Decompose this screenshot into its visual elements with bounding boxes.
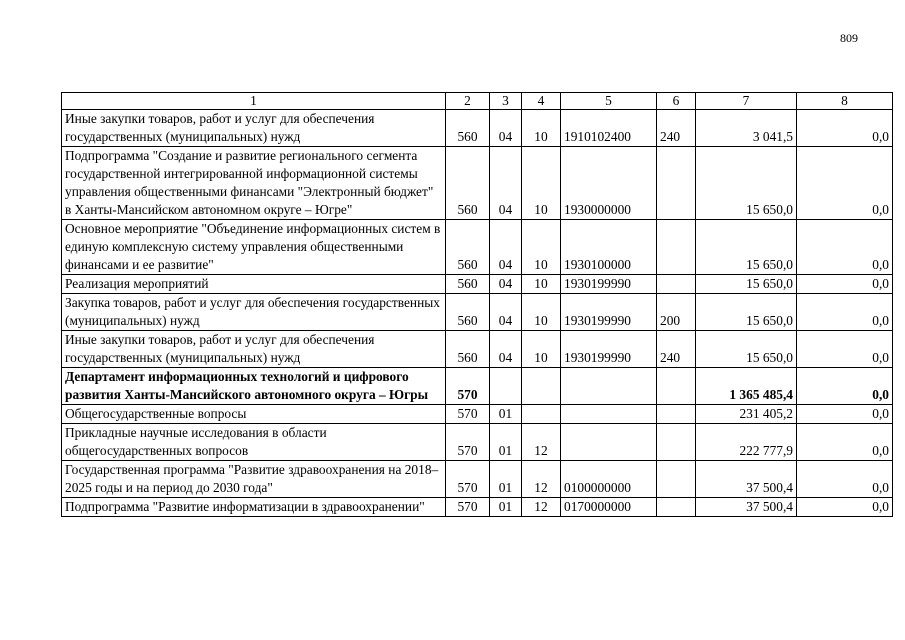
table-row	[62, 110, 893, 147]
chapter-code-cell: 560	[446, 331, 490, 368]
amount-2-cell: 0,0	[797, 331, 893, 368]
header-cell: 7	[696, 93, 797, 110]
budget-table	[61, 92, 893, 517]
header-row	[62, 93, 893, 110]
row-name-cell: Департамент информационных технологий и цифрового развития Ханты-Мансийского автономного округа – Югры	[62, 368, 446, 405]
row-name-cell: Реализация мероприятий	[62, 275, 446, 294]
target-article-cell	[561, 368, 657, 405]
amount-2-cell: 0,0	[797, 147, 893, 220]
subsection-code-cell: 10	[522, 275, 561, 294]
expense-type-cell	[657, 275, 696, 294]
section-code-cell: 01	[490, 461, 522, 498]
target-article-cell: 1930100000	[561, 220, 657, 275]
header-cell: 1	[62, 93, 446, 110]
header-cell: 6	[657, 93, 696, 110]
table-row	[62, 461, 893, 498]
table-row	[62, 405, 893, 424]
target-article-cell: 0170000000	[561, 498, 657, 517]
section-code-cell: 01	[490, 498, 522, 517]
target-article-cell: 1930199990	[561, 275, 657, 294]
table-row	[62, 368, 893, 405]
target-article-cell: 1910102400	[561, 110, 657, 147]
subsection-code-cell: 10	[522, 220, 561, 275]
page-number: 809	[840, 31, 858, 45]
amount-cell: 15 650,0	[696, 147, 797, 220]
expense-type-cell	[657, 424, 696, 461]
amount-cell: 1 365 485,4	[696, 368, 797, 405]
amount-cell: 15 650,0	[696, 275, 797, 294]
subsection-code-cell: 10	[522, 294, 561, 331]
row-name-cell: Подпрограмма "Создание и развитие регионального сегмента государственной интегрированной информационной системы управления общественными финансами "Электронный бюджет" в Ханты-Мансийском автономном округе – Югре"	[62, 147, 446, 220]
table-row	[62, 220, 893, 275]
amount-2-cell: 0,0	[797, 405, 893, 424]
expense-type-cell	[657, 368, 696, 405]
chapter-code-cell: 570	[446, 424, 490, 461]
amount-cell: 222 777,9	[696, 424, 797, 461]
row-name-cell: Общегосударственные вопросы	[62, 405, 446, 424]
amount-2-cell: 0,0	[797, 461, 893, 498]
table-row	[62, 424, 893, 461]
section-code-cell: 04	[490, 275, 522, 294]
amount-cell: 231 405,2	[696, 405, 797, 424]
chapter-code-cell: 560	[446, 147, 490, 220]
header-cell: 4	[522, 93, 561, 110]
expense-type-cell	[657, 405, 696, 424]
header-cell: 5	[561, 93, 657, 110]
table-row	[62, 275, 893, 294]
target-article-cell	[561, 424, 657, 461]
chapter-code-cell: 570	[446, 461, 490, 498]
header-cell: 3	[490, 93, 522, 110]
expense-type-cell: 200	[657, 294, 696, 331]
section-code-cell: 04	[490, 147, 522, 220]
section-code-cell	[490, 368, 522, 405]
row-name-cell: Подпрограмма "Развитие информатизации в здравоохранении"	[62, 498, 446, 517]
subsection-code-cell: 12	[522, 461, 561, 498]
expense-type-cell	[657, 147, 696, 220]
subsection-code-cell: 10	[522, 331, 561, 368]
target-article-cell: 1930000000	[561, 147, 657, 220]
target-article-cell: 1930199990	[561, 294, 657, 331]
chapter-code-cell: 570	[446, 498, 490, 517]
amount-cell: 15 650,0	[696, 220, 797, 275]
amount-2-cell: 0,0	[797, 294, 893, 331]
subsection-code-cell: 10	[522, 110, 561, 147]
target-article-cell	[561, 405, 657, 424]
section-code-cell: 04	[490, 110, 522, 147]
amount-cell: 37 500,4	[696, 461, 797, 498]
chapter-code-cell: 560	[446, 110, 490, 147]
target-article-cell: 1930199990	[561, 331, 657, 368]
subsection-code-cell: 12	[522, 424, 561, 461]
section-code-cell: 01	[490, 424, 522, 461]
row-name-cell: Закупка товаров, работ и услуг для обеспечения государственных (муниципальных) нужд	[62, 294, 446, 331]
expense-type-cell: 240	[657, 331, 696, 368]
table-row	[62, 294, 893, 331]
amount-2-cell: 0,0	[797, 110, 893, 147]
table-row	[62, 331, 893, 368]
row-name-cell: Основное мероприятие "Объединение информационных систем в единую комплексную систему управления общественными финансами и ее развитие"	[62, 220, 446, 275]
row-name-cell: Государственная программа "Развитие здравоохранения на 2018–2025 годы и на период до 2030 года"	[62, 461, 446, 498]
amount-2-cell: 0,0	[797, 368, 893, 405]
amount-cell: 3 041,5	[696, 110, 797, 147]
expense-type-cell	[657, 461, 696, 498]
section-code-cell: 04	[490, 220, 522, 275]
row-name-cell: Иные закупки товаров, работ и услуг для обеспечения государственных (муниципальных) нужд	[62, 110, 446, 147]
amount-2-cell: 0,0	[797, 424, 893, 461]
table-body	[62, 93, 893, 517]
table-row	[62, 147, 893, 220]
table-row	[62, 498, 893, 517]
chapter-code-cell: 560	[446, 294, 490, 331]
chapter-code-cell: 560	[446, 275, 490, 294]
expense-type-cell	[657, 220, 696, 275]
amount-cell: 15 650,0	[696, 331, 797, 368]
row-name-cell: Прикладные научные исследования в области общегосударственных вопросов	[62, 424, 446, 461]
amount-2-cell: 0,0	[797, 498, 893, 517]
section-code-cell: 01	[490, 405, 522, 424]
expense-type-cell	[657, 498, 696, 517]
amount-2-cell: 0,0	[797, 220, 893, 275]
amount-2-cell: 0,0	[797, 275, 893, 294]
expense-type-cell: 240	[657, 110, 696, 147]
header-cell: 8	[797, 93, 893, 110]
chapter-code-cell: 560	[446, 220, 490, 275]
row-name-cell: Иные закупки товаров, работ и услуг для обеспечения государственных (муниципальных) нужд	[62, 331, 446, 368]
chapter-code-cell: 570	[446, 368, 490, 405]
chapter-code-cell: 570	[446, 405, 490, 424]
subsection-code-cell	[522, 368, 561, 405]
section-code-cell: 04	[490, 294, 522, 331]
header-cell: 2	[446, 93, 490, 110]
subsection-code-cell: 10	[522, 147, 561, 220]
subsection-code-cell: 12	[522, 498, 561, 517]
section-code-cell: 04	[490, 331, 522, 368]
subsection-code-cell	[522, 405, 561, 424]
amount-cell: 37 500,4	[696, 498, 797, 517]
target-article-cell: 0100000000	[561, 461, 657, 498]
amount-cell: 15 650,0	[696, 294, 797, 331]
